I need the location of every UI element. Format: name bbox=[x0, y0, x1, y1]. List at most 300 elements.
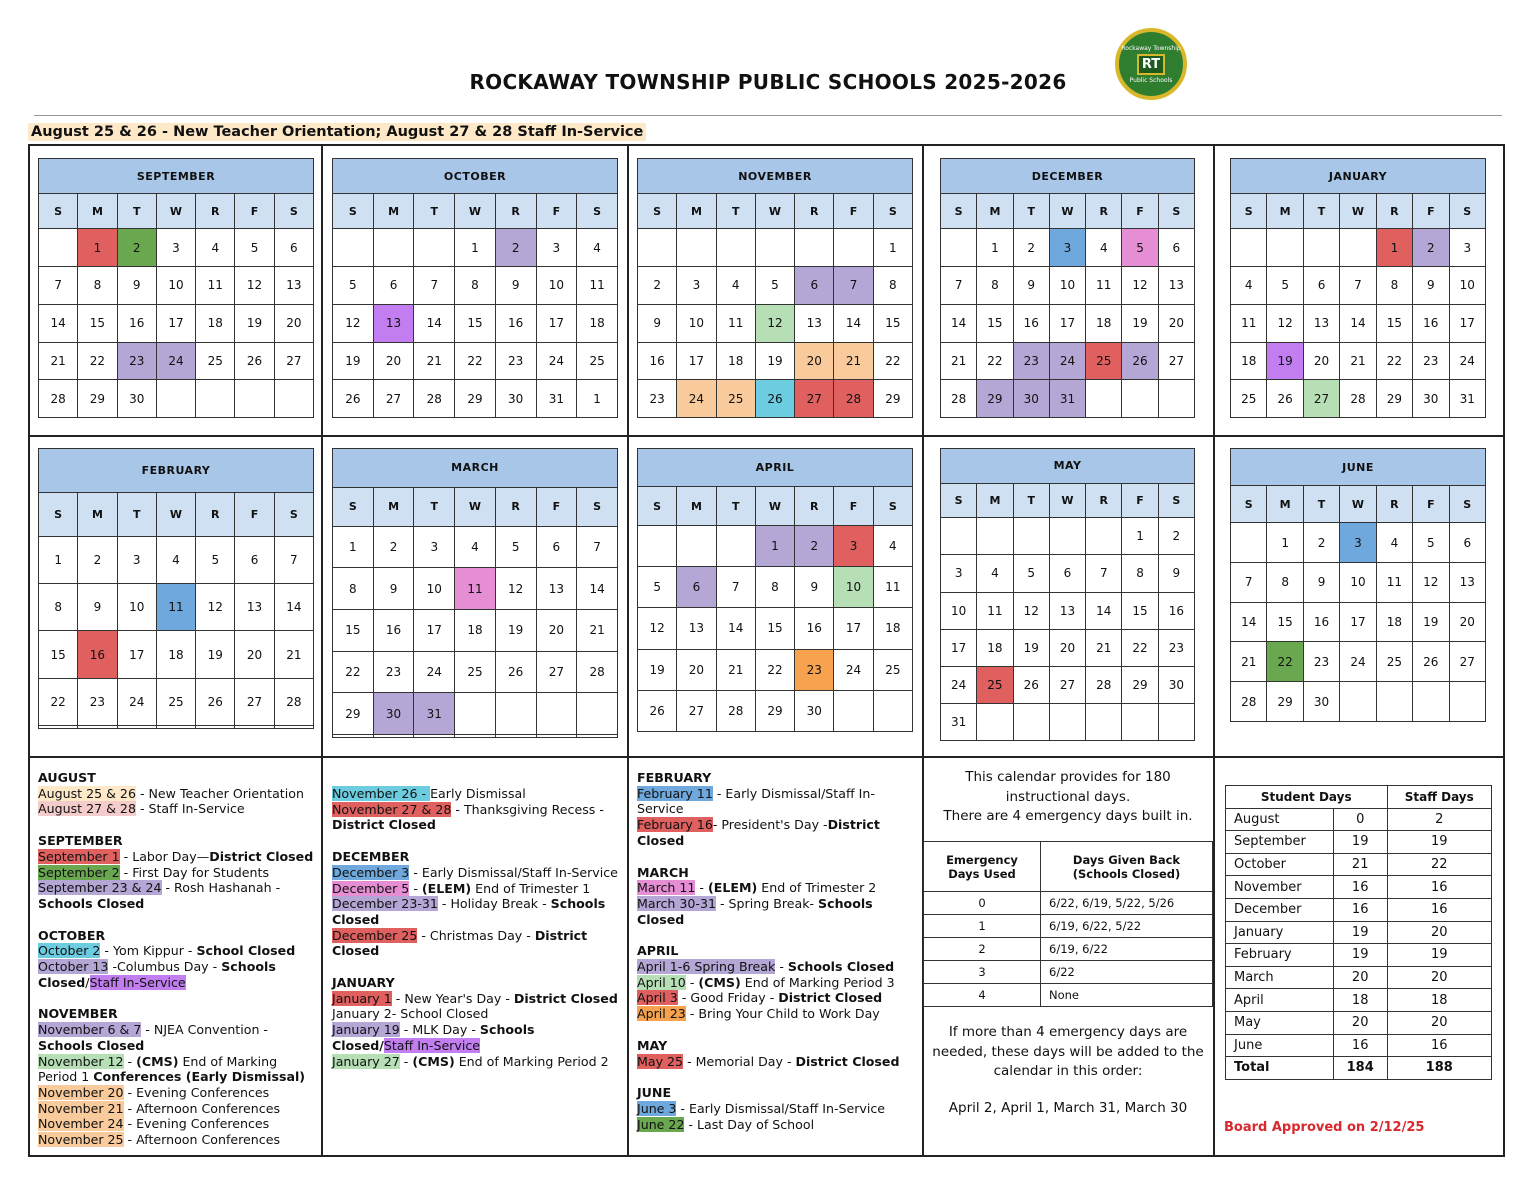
ed-used: 3 bbox=[924, 961, 1041, 984]
day-cell: 14 bbox=[414, 304, 455, 342]
day-cell: 29 bbox=[755, 690, 794, 731]
note-text: (CMS) bbox=[136, 1053, 179, 1069]
days-row bbox=[1226, 966, 1492, 989]
staff-days: 20 bbox=[1387, 966, 1492, 989]
day-cell bbox=[1340, 682, 1376, 722]
highlighted-date: December 25 bbox=[332, 927, 418, 943]
notes-column-2 bbox=[332, 786, 620, 1069]
weekday-header: R bbox=[196, 493, 235, 537]
day-cell: 27 bbox=[1158, 342, 1194, 380]
note-entry bbox=[38, 959, 316, 990]
day-cell: 20 bbox=[235, 631, 274, 678]
day-cell: 8 bbox=[755, 567, 794, 608]
day-cell: 27 bbox=[677, 690, 716, 731]
day-cell: 28 bbox=[414, 380, 455, 418]
highlighted-date: December 3 bbox=[332, 864, 410, 880]
student-days: 0 bbox=[1333, 808, 1387, 831]
weekday-header: S bbox=[333, 194, 374, 229]
month-label: January bbox=[1226, 921, 1334, 944]
note-text: - Memorial Day - bbox=[683, 1053, 796, 1069]
day-cell bbox=[716, 229, 755, 267]
note-text: - Afternoon Conferences bbox=[123, 1132, 281, 1148]
student-days: 18 bbox=[1333, 989, 1387, 1012]
month-label: December bbox=[1226, 898, 1334, 921]
notes-column-1 bbox=[38, 770, 316, 1148]
row-divider bbox=[28, 435, 1505, 437]
day-cell: 16 bbox=[117, 304, 156, 342]
weekday-header: S bbox=[274, 493, 313, 537]
day-cell: 23 bbox=[1303, 642, 1339, 682]
highlighted-date: January 19 bbox=[332, 1022, 400, 1038]
day-cell: 16 bbox=[1158, 592, 1194, 629]
day-cell: 20 bbox=[1303, 342, 1339, 380]
day-cell: 6 bbox=[1449, 523, 1485, 563]
day-cell: 13 bbox=[677, 608, 716, 649]
weekday-header: F bbox=[834, 194, 873, 229]
day-cell: 3 bbox=[1449, 229, 1485, 267]
notes-heading: SEPTEMBER bbox=[38, 833, 123, 849]
note-entry bbox=[38, 1132, 316, 1148]
day-cell: 3 bbox=[117, 537, 156, 584]
month-label: August bbox=[1226, 808, 1334, 831]
day-cell: 13 bbox=[1049, 592, 1085, 629]
note-entry bbox=[38, 1022, 316, 1053]
weekday-header: S bbox=[1231, 194, 1267, 229]
day-cell: 26 bbox=[755, 380, 794, 418]
day-cell: 2 bbox=[1158, 518, 1194, 555]
note-text: Schools Closed bbox=[637, 895, 873, 927]
day-cell bbox=[1122, 703, 1158, 740]
day-cell: 10 bbox=[941, 592, 977, 629]
highlighted-date: June 3 bbox=[637, 1100, 677, 1116]
note-text: - NJEA Convention - bbox=[141, 1022, 268, 1038]
days-row bbox=[1226, 853, 1492, 876]
day-cell: 29 bbox=[1122, 666, 1158, 703]
day-cell: 7 bbox=[1086, 555, 1122, 592]
row-divider bbox=[28, 756, 1505, 758]
district-logo bbox=[1115, 28, 1187, 100]
day-cell: 4 bbox=[1376, 523, 1412, 563]
day-cell: 31 bbox=[1049, 380, 1085, 418]
note-entry bbox=[38, 1116, 316, 1132]
day-cell: 12 bbox=[235, 267, 274, 305]
notes-heading: FEBRUARY bbox=[637, 770, 712, 785]
student-days: 20 bbox=[1333, 966, 1387, 989]
day-cell: 23 bbox=[1413, 342, 1449, 380]
weekday-header: S bbox=[577, 487, 618, 526]
weekday-header: T bbox=[1013, 194, 1049, 229]
weekday-header: S bbox=[577, 194, 618, 229]
weekday-header: T bbox=[1013, 483, 1049, 518]
month-may bbox=[940, 448, 1195, 741]
day-cell bbox=[39, 725, 78, 728]
ed-row bbox=[924, 961, 1213, 984]
ed-given-back: 6/19, 6/22, 5/22 bbox=[1041, 915, 1213, 938]
note-entry bbox=[332, 865, 620, 881]
day-cell: 10 bbox=[834, 567, 873, 608]
note-text: / bbox=[85, 974, 90, 990]
ed-used: 1 bbox=[924, 915, 1041, 938]
student-days-header: Student Days bbox=[1226, 786, 1388, 809]
calendar-intro bbox=[924, 768, 1212, 827]
day-cell bbox=[156, 725, 195, 728]
day-cell bbox=[1049, 518, 1085, 555]
note-text: - Thanksgiving Recess - bbox=[451, 801, 604, 817]
day-cell: 13 bbox=[795, 304, 834, 342]
note-text: Schools Closed bbox=[38, 959, 276, 990]
note-text: End of Marking Period 1 bbox=[38, 1053, 278, 1085]
day-cell: 20 bbox=[677, 649, 716, 690]
weekday-header: W bbox=[455, 194, 496, 229]
note-entry bbox=[332, 928, 620, 959]
total-label: Total bbox=[1226, 1057, 1334, 1080]
day-cell bbox=[1013, 703, 1049, 740]
day-cell: 30 bbox=[1303, 682, 1339, 722]
day-cell: 9 bbox=[78, 584, 117, 631]
day-cell: 12 bbox=[1267, 304, 1303, 342]
day-cell: 1 bbox=[39, 537, 78, 584]
day-cell: 13 bbox=[1449, 562, 1485, 602]
weekday-header: W bbox=[156, 194, 195, 229]
highlighted-date: September 2 bbox=[38, 864, 120, 880]
note-entry bbox=[38, 865, 316, 881]
day-cell: 7 bbox=[274, 537, 313, 584]
day-cell bbox=[274, 380, 313, 418]
day-cell bbox=[577, 693, 618, 735]
day-cell: 6 bbox=[274, 229, 313, 267]
day-cell: 24 bbox=[414, 651, 455, 693]
day-cell: 29 bbox=[78, 380, 117, 418]
day-cell: 11 bbox=[1376, 562, 1412, 602]
day-cell: 24 bbox=[941, 666, 977, 703]
notes-heading: APRIL bbox=[637, 943, 679, 959]
weekday-header: S bbox=[1449, 486, 1485, 523]
day-cell: 25 bbox=[455, 651, 496, 693]
note-text: - First Day for Students bbox=[119, 864, 270, 880]
highlighted-date: November 24 bbox=[38, 1116, 124, 1132]
day-cell: 9 bbox=[1158, 555, 1194, 592]
highlighted-date: November 26 - bbox=[332, 786, 431, 801]
staff-days: 16 bbox=[1387, 1034, 1492, 1057]
day-cell bbox=[1231, 229, 1267, 267]
weekday-header: S bbox=[1158, 483, 1194, 518]
note-entry bbox=[637, 959, 919, 975]
highlighted-date: November 20 bbox=[38, 1084, 124, 1100]
weekday-header: R bbox=[1086, 194, 1122, 229]
day-cell bbox=[495, 735, 536, 738]
day-cell bbox=[274, 725, 313, 728]
notes-heading: OCTOBER bbox=[38, 927, 106, 943]
day-cell: 3 bbox=[536, 229, 577, 267]
day-cell bbox=[156, 380, 195, 418]
month-february bbox=[38, 448, 314, 729]
day-cell: 18 bbox=[716, 342, 755, 380]
weekday-header: S bbox=[638, 194, 677, 229]
day-cell: 29 bbox=[977, 380, 1013, 418]
day-cell: 7 bbox=[941, 267, 977, 305]
note-entry bbox=[332, 1054, 620, 1070]
day-cell: 20 bbox=[1158, 304, 1194, 342]
day-cell bbox=[455, 693, 496, 735]
day-cell: 17 bbox=[834, 608, 873, 649]
day-cell: 9 bbox=[373, 568, 414, 610]
day-cell: 1 bbox=[1122, 518, 1158, 555]
highlighted-date: November 6 & 7 bbox=[38, 1022, 142, 1038]
day-cell: 11 bbox=[1086, 267, 1122, 305]
month-label: November bbox=[1226, 876, 1334, 899]
day-cell: 4 bbox=[716, 267, 755, 305]
day-cell: 18 bbox=[196, 304, 235, 342]
weekday-header: M bbox=[373, 487, 414, 526]
note-entry bbox=[637, 896, 919, 927]
day-cell: 21 bbox=[1231, 642, 1267, 682]
day-cell bbox=[755, 229, 794, 267]
day-cell: 14 bbox=[274, 584, 313, 631]
days-row bbox=[1226, 1011, 1492, 1034]
note-text: District Closed bbox=[332, 817, 436, 833]
day-cell bbox=[1086, 518, 1122, 555]
weekday-header: F bbox=[235, 493, 274, 537]
highlighted-date: October 13 bbox=[38, 959, 109, 975]
note-text: Conferences (Early Dismissal) bbox=[93, 1069, 306, 1085]
day-cell: 12 bbox=[196, 584, 235, 631]
day-cell: 24 bbox=[117, 678, 156, 725]
note-text: - Good Friday - bbox=[677, 990, 779, 1006]
day-cell: 21 bbox=[274, 631, 313, 678]
day-cell bbox=[977, 703, 1013, 740]
note-entry bbox=[637, 817, 919, 848]
day-cell: 16 bbox=[78, 631, 117, 678]
day-cell: 14 bbox=[941, 304, 977, 342]
note-text: End of Trimester 1 bbox=[471, 880, 591, 896]
day-cell bbox=[1013, 518, 1049, 555]
day-cell: 1 bbox=[977, 229, 1013, 267]
month-title: MARCH bbox=[333, 449, 618, 488]
day-cell: 27 bbox=[1449, 642, 1485, 682]
month-title: JANUARY bbox=[1231, 159, 1486, 194]
day-cell bbox=[1122, 380, 1158, 418]
note-text: - Rosh Hashanah - bbox=[161, 880, 281, 896]
day-cell: 28 bbox=[941, 380, 977, 418]
day-cell: 17 bbox=[414, 610, 455, 652]
column-divider bbox=[321, 144, 323, 1157]
staff-days: 2 bbox=[1387, 808, 1492, 831]
day-cell: 23 bbox=[495, 342, 536, 380]
day-cell bbox=[795, 229, 834, 267]
month-title: NOVEMBER bbox=[638, 159, 913, 194]
orientation-banner: August 25 & 26 - New Teacher Orientation; August 27 & 28 Staff In-Service bbox=[28, 123, 646, 141]
ed-row bbox=[924, 892, 1213, 915]
day-cell: 16 bbox=[1013, 304, 1049, 342]
day-cell: 3 bbox=[677, 267, 716, 305]
note-entry bbox=[637, 1006, 919, 1022]
weekday-header: S bbox=[873, 194, 912, 229]
day-cell: 30 bbox=[495, 380, 536, 418]
student-days: 16 bbox=[1333, 898, 1387, 921]
day-cell: 2 bbox=[117, 229, 156, 267]
month-april bbox=[637, 448, 913, 732]
weekday-header: R bbox=[495, 487, 536, 526]
day-cell: 31 bbox=[941, 703, 977, 740]
day-cell: 19 bbox=[1122, 304, 1158, 342]
notes-heading: MARCH bbox=[637, 864, 689, 880]
day-cell: 8 bbox=[78, 267, 117, 305]
day-cell: 18 bbox=[1231, 342, 1267, 380]
note-entry bbox=[38, 1085, 316, 1101]
highlighted-date: January 1 bbox=[332, 990, 392, 1006]
day-cell: 18 bbox=[156, 631, 195, 678]
highlighted-date: December 23-31 bbox=[332, 896, 438, 912]
day-cell: 31 bbox=[414, 693, 455, 735]
highlighted-date: September 23 & 24 bbox=[38, 880, 162, 896]
day-cell: 2 bbox=[1413, 229, 1449, 267]
month-september bbox=[38, 158, 314, 418]
note-entry bbox=[637, 1054, 919, 1070]
weekday-header: W bbox=[1049, 483, 1085, 518]
day-cell: 10 bbox=[156, 267, 195, 305]
note-entry bbox=[38, 786, 316, 802]
note-entry bbox=[38, 1101, 316, 1117]
weekday-header: S bbox=[274, 194, 313, 229]
day-cell: 29 bbox=[1267, 682, 1303, 722]
note-entry bbox=[332, 802, 620, 833]
day-cell bbox=[414, 229, 455, 267]
day-cell bbox=[873, 690, 912, 731]
day-cell: 23 bbox=[1158, 629, 1194, 666]
day-cell: 25 bbox=[977, 666, 1013, 703]
weekday-header: F bbox=[235, 194, 274, 229]
student-days: 19 bbox=[1333, 944, 1387, 967]
day-cell: 18 bbox=[977, 629, 1013, 666]
month-label: May bbox=[1226, 1011, 1334, 1034]
day-cell: 17 bbox=[156, 304, 195, 342]
day-cell bbox=[196, 725, 235, 728]
day-cell bbox=[196, 380, 235, 418]
ed-row bbox=[924, 915, 1213, 938]
day-cell: 27 bbox=[1303, 380, 1339, 418]
month-title: OCTOBER bbox=[333, 159, 618, 194]
highlighted-date: September 1 bbox=[38, 848, 120, 864]
note-text: End of Marking Period 3 bbox=[740, 974, 895, 990]
day-cell: 12 bbox=[495, 568, 536, 610]
day-cell: 8 bbox=[455, 267, 496, 305]
note-line: calendar in this order: bbox=[993, 1063, 1143, 1079]
day-cell: 26 bbox=[1122, 342, 1158, 380]
day-cell: 9 bbox=[495, 267, 536, 305]
note-text: - Yom Kippur - bbox=[100, 943, 197, 959]
day-cell bbox=[1267, 229, 1303, 267]
note-text: - Holiday Break - bbox=[437, 896, 551, 912]
note-text: - MLK Day - bbox=[399, 1022, 480, 1038]
day-cell: 14 bbox=[39, 304, 78, 342]
day-cell: 24 bbox=[1049, 342, 1085, 380]
day-cell: 6 bbox=[677, 567, 716, 608]
note-entry bbox=[637, 786, 919, 817]
ed-given-back: 6/19, 6/22 bbox=[1041, 938, 1213, 961]
day-cell: 1 bbox=[1376, 229, 1412, 267]
weekday-header: M bbox=[373, 194, 414, 229]
note-entry bbox=[332, 991, 620, 1007]
day-cell: 2 bbox=[78, 537, 117, 584]
day-cell: 29 bbox=[333, 693, 374, 735]
month-title: DECEMBER bbox=[941, 159, 1195, 194]
day-cell: 5 bbox=[1267, 267, 1303, 305]
day-cell bbox=[1303, 229, 1339, 267]
weekday-header: T bbox=[716, 194, 755, 229]
day-cell bbox=[333, 735, 374, 738]
highlighted-date: May 25 bbox=[637, 1053, 684, 1069]
note-entry bbox=[38, 880, 316, 911]
student-days: 20 bbox=[1333, 1011, 1387, 1034]
day-cell bbox=[677, 229, 716, 267]
note-entry bbox=[332, 1022, 620, 1053]
weekday-header: T bbox=[414, 487, 455, 526]
month-title: SEPTEMBER bbox=[39, 159, 314, 194]
extra-days-note bbox=[924, 1023, 1212, 1118]
student-days: 16 bbox=[1333, 876, 1387, 899]
day-cell bbox=[638, 525, 677, 566]
day-cell: 11 bbox=[873, 567, 912, 608]
logo-ring-top: Rockaway Township bbox=[1121, 44, 1181, 52]
note-entry bbox=[38, 943, 316, 959]
column-divider bbox=[1213, 144, 1215, 1157]
note-text: Schools Closed bbox=[38, 1037, 145, 1053]
highlighted-date: August 25 & 26 bbox=[38, 785, 136, 801]
note-entry bbox=[38, 849, 316, 865]
day-cell: 19 bbox=[1013, 629, 1049, 666]
day-cell bbox=[39, 229, 78, 267]
day-cell: 29 bbox=[873, 380, 912, 418]
day-cell: 14 bbox=[577, 568, 618, 610]
day-cell: 22 bbox=[755, 649, 794, 690]
day-cell: 14 bbox=[1340, 304, 1376, 342]
day-cell bbox=[536, 735, 577, 738]
day-cell: 7 bbox=[834, 267, 873, 305]
day-cell: 9 bbox=[1413, 267, 1449, 305]
day-cell: 19 bbox=[235, 304, 274, 342]
weekday-header: F bbox=[536, 487, 577, 526]
day-cell: 4 bbox=[1231, 267, 1267, 305]
day-cell: 26 bbox=[235, 342, 274, 380]
day-cell bbox=[78, 725, 117, 728]
day-cell: 21 bbox=[577, 610, 618, 652]
day-cell: 19 bbox=[196, 631, 235, 678]
day-cell bbox=[834, 229, 873, 267]
day-cell: 27 bbox=[274, 342, 313, 380]
day-cell: 28 bbox=[274, 678, 313, 725]
weekday-header: S bbox=[39, 194, 78, 229]
note-text: - Last Day of School bbox=[684, 1116, 815, 1132]
weekday-header: F bbox=[834, 487, 873, 525]
staff-days: 18 bbox=[1387, 989, 1492, 1012]
day-cell: 20 bbox=[1449, 602, 1485, 642]
month-label: June bbox=[1226, 1034, 1334, 1057]
title-divider bbox=[34, 115, 1502, 116]
day-cell: 12 bbox=[1122, 267, 1158, 305]
day-cell bbox=[677, 525, 716, 566]
weekday-header: M bbox=[677, 487, 716, 525]
day-cell: 24 bbox=[156, 342, 195, 380]
day-cell: 30 bbox=[1158, 666, 1194, 703]
day-cell: 26 bbox=[1413, 642, 1449, 682]
day-cell: 2 bbox=[638, 267, 677, 305]
notes-heading: DECEMBER bbox=[332, 849, 410, 865]
day-cell: 3 bbox=[941, 555, 977, 592]
day-cell: 5 bbox=[196, 537, 235, 584]
staff-days: 16 bbox=[1387, 898, 1492, 921]
highlighted-date: April 3 bbox=[637, 990, 678, 1006]
day-cell: 30 bbox=[1013, 380, 1049, 418]
